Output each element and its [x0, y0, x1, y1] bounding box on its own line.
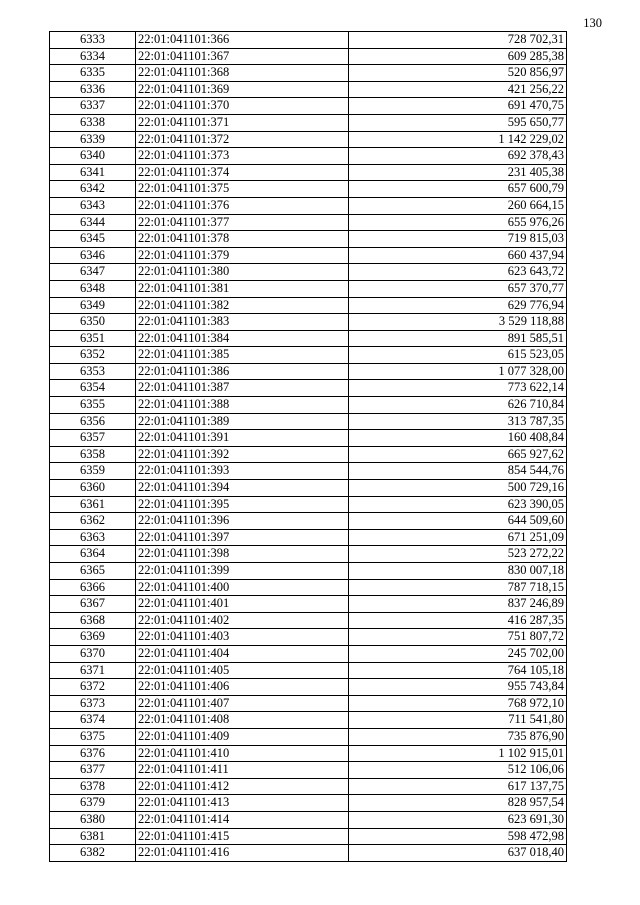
table-row — [50, 114, 567, 131]
row-number-cell: 6333 — [50, 32, 136, 49]
table-row — [50, 363, 567, 380]
row-number-cell: 6382 — [50, 845, 136, 862]
cadastral-number-cell: 22:01:041101:396 — [136, 513, 349, 530]
table-row — [50, 297, 567, 314]
row-number-cell: 6360 — [50, 480, 136, 497]
row-number-cell: 6372 — [50, 679, 136, 696]
cadastral-number-cell: 22:01:041101:392 — [136, 446, 349, 463]
table-row — [50, 480, 567, 497]
cadastral-number-cell: 22:01:041101:402 — [136, 612, 349, 629]
cadastral-value-cell: 595 650,77 — [349, 114, 567, 131]
cadastral-value-cell: 520 856,97 — [349, 65, 567, 82]
cadastral-value-cell: 657 370,77 — [349, 280, 567, 297]
cadastral-number-cell: 22:01:041101:406 — [136, 679, 349, 696]
cadastral-number-cell: 22:01:041101:395 — [136, 496, 349, 513]
table-row — [50, 214, 567, 231]
row-number-cell: 6378 — [50, 778, 136, 795]
row-number-cell: 6342 — [50, 181, 136, 198]
cadastral-value-cell: 623 390,05 — [349, 496, 567, 513]
table-row — [50, 430, 567, 447]
cadastral-number-cell: 22:01:041101:370 — [136, 98, 349, 115]
row-number-cell: 6376 — [50, 745, 136, 762]
row-number-cell: 6347 — [50, 264, 136, 281]
cadastral-number-cell: 22:01:041101:373 — [136, 148, 349, 165]
table-row — [50, 728, 567, 745]
cadastral-value-cell: 660 437,94 — [349, 247, 567, 264]
cadastral-value-cell: 421 256,22 — [349, 81, 567, 98]
cadastral-value-cell: 626 710,84 — [349, 397, 567, 414]
cadastral-value-cell: 523 272,22 — [349, 546, 567, 563]
cadastral-number-cell: 22:01:041101:367 — [136, 48, 349, 65]
cadastral-number-cell: 22:01:041101:412 — [136, 778, 349, 795]
row-number-cell: 6336 — [50, 81, 136, 98]
row-number-cell: 6369 — [50, 629, 136, 646]
row-number-cell: 6367 — [50, 596, 136, 613]
cadastral-value-cell: 768 972,10 — [349, 695, 567, 712]
row-number-cell: 6344 — [50, 214, 136, 231]
cadastral-value-cell: 260 664,15 — [349, 197, 567, 214]
cadastral-value-cell: 512 106,06 — [349, 762, 567, 779]
row-number-cell: 6337 — [50, 98, 136, 115]
table-row — [50, 679, 567, 696]
table-row — [50, 330, 567, 347]
table-row — [50, 264, 567, 281]
cadastral-number-cell: 22:01:041101:401 — [136, 596, 349, 613]
row-number-cell: 6345 — [50, 231, 136, 248]
cadastral-value-cell: 245 702,00 — [349, 645, 567, 662]
cadastral-number-cell: 22:01:041101:372 — [136, 131, 349, 148]
row-number-cell: 6351 — [50, 330, 136, 347]
cadastral-value-cell: 828 957,54 — [349, 795, 567, 812]
cadastral-number-cell: 22:01:041101:415 — [136, 828, 349, 845]
cadastral-number-cell: 22:01:041101:381 — [136, 280, 349, 297]
row-number-cell: 6355 — [50, 397, 136, 414]
cadastral-value-cell: 751 807,72 — [349, 629, 567, 646]
table-row — [50, 712, 567, 729]
table-row — [50, 579, 567, 596]
cadastral-value-cell: 637 018,40 — [349, 845, 567, 862]
cadastral-number-cell: 22:01:041101:407 — [136, 695, 349, 712]
cadastral-number-cell: 22:01:041101:413 — [136, 795, 349, 812]
row-number-cell: 6339 — [50, 131, 136, 148]
table-row — [50, 81, 567, 98]
cadastral-value-cell: 728 702,31 — [349, 32, 567, 49]
row-number-cell: 6343 — [50, 197, 136, 214]
cadastral-number-cell: 22:01:041101:375 — [136, 181, 349, 198]
table-row — [50, 32, 567, 49]
row-number-cell: 6346 — [50, 247, 136, 264]
cadastral-number-cell: 22:01:041101:389 — [136, 413, 349, 430]
table-row — [50, 762, 567, 779]
cadastral-value-cell: 955 743,84 — [349, 679, 567, 696]
cadastral-number-cell: 22:01:041101:386 — [136, 363, 349, 380]
row-number-cell: 6358 — [50, 446, 136, 463]
row-number-cell: 6374 — [50, 712, 136, 729]
cadastral-number-cell: 22:01:041101:404 — [136, 645, 349, 662]
row-number-cell: 6338 — [50, 114, 136, 131]
table-row — [50, 662, 567, 679]
row-number-cell: 6363 — [50, 529, 136, 546]
table-row — [50, 596, 567, 613]
cadastral-number-cell: 22:01:041101:376 — [136, 197, 349, 214]
row-number-cell: 6352 — [50, 347, 136, 364]
row-number-cell: 6370 — [50, 645, 136, 662]
row-number-cell: 6365 — [50, 563, 136, 580]
cadastral-number-cell: 22:01:041101:410 — [136, 745, 349, 762]
table-row — [50, 181, 567, 198]
cadastral-value-cell: 665 927,62 — [349, 446, 567, 463]
table-row — [50, 828, 567, 845]
row-number-cell: 6359 — [50, 463, 136, 480]
cadastral-value-cell: 1 077 328,00 — [349, 363, 567, 380]
cadastral-number-cell: 22:01:041101:408 — [136, 712, 349, 729]
cadastral-number-cell: 22:01:041101:369 — [136, 81, 349, 98]
cadastral-value-table — [49, 31, 567, 862]
table-row — [50, 612, 567, 629]
cadastral-value-cell: 711 541,80 — [349, 712, 567, 729]
cadastral-value-cell: 598 472,98 — [349, 828, 567, 845]
table-row — [50, 347, 567, 364]
table-row — [50, 65, 567, 82]
row-number-cell: 6335 — [50, 65, 136, 82]
row-number-cell: 6361 — [50, 496, 136, 513]
table-row — [50, 314, 567, 331]
table-row — [50, 98, 567, 115]
cadastral-value-cell: 692 378,43 — [349, 148, 567, 165]
table-row — [50, 529, 567, 546]
table-row — [50, 231, 567, 248]
cadastral-number-cell: 22:01:041101:414 — [136, 811, 349, 828]
row-number-cell: 6371 — [50, 662, 136, 679]
row-number-cell: 6366 — [50, 579, 136, 596]
cadastral-value-cell: 615 523,05 — [349, 347, 567, 364]
row-number-cell: 6334 — [50, 48, 136, 65]
cadastral-value-cell: 787 718,15 — [349, 579, 567, 596]
cadastral-number-cell: 22:01:041101:391 — [136, 430, 349, 447]
row-number-cell: 6349 — [50, 297, 136, 314]
row-number-cell: 6375 — [50, 728, 136, 745]
cadastral-value-cell: 313 787,35 — [349, 413, 567, 430]
cadastral-value-cell: 629 776,94 — [349, 297, 567, 314]
table-row — [50, 48, 567, 65]
cadastral-value-cell: 623 691,30 — [349, 811, 567, 828]
cadastral-value-cell: 830 007,18 — [349, 563, 567, 580]
cadastral-number-cell: 22:01:041101:397 — [136, 529, 349, 546]
cadastral-value-cell: 500 729,16 — [349, 480, 567, 497]
row-number-cell: 6340 — [50, 148, 136, 165]
cadastral-value-cell: 691 470,75 — [349, 98, 567, 115]
cadastral-number-cell: 22:01:041101:368 — [136, 65, 349, 82]
cadastral-number-cell: 22:01:041101:382 — [136, 297, 349, 314]
cadastral-number-cell: 22:01:041101:388 — [136, 397, 349, 414]
row-number-cell: 6356 — [50, 413, 136, 430]
cadastral-number-cell: 22:01:041101:377 — [136, 214, 349, 231]
cadastral-number-cell: 22:01:041101:387 — [136, 380, 349, 397]
table-row — [50, 197, 567, 214]
cadastral-number-cell: 22:01:041101:400 — [136, 579, 349, 596]
cadastral-number-cell: 22:01:041101:399 — [136, 563, 349, 580]
table-row — [50, 811, 567, 828]
cadastral-value-cell: 609 285,38 — [349, 48, 567, 65]
cadastral-number-cell: 22:01:041101:378 — [136, 231, 349, 248]
table-row — [50, 563, 567, 580]
table-row — [50, 397, 567, 414]
cadastral-value-cell: 623 643,72 — [349, 264, 567, 281]
row-number-cell: 6377 — [50, 762, 136, 779]
cadastral-value-cell: 854 544,76 — [349, 463, 567, 480]
cadastral-value-cell: 644 509,60 — [349, 513, 567, 530]
table-row — [50, 131, 567, 148]
row-number-cell: 6350 — [50, 314, 136, 331]
cadastral-value-cell: 671 251,09 — [349, 529, 567, 546]
cadastral-number-cell: 22:01:041101:371 — [136, 114, 349, 131]
cadastral-value-cell: 719 815,03 — [349, 231, 567, 248]
cadastral-number-cell: 22:01:041101:379 — [136, 247, 349, 264]
table-row — [50, 513, 567, 530]
cadastral-number-cell: 22:01:041101:385 — [136, 347, 349, 364]
table-row — [50, 413, 567, 430]
cadastral-value-cell: 773 622,14 — [349, 380, 567, 397]
cadastral-number-cell: 22:01:041101:416 — [136, 845, 349, 862]
cadastral-number-cell: 22:01:041101:374 — [136, 164, 349, 181]
table-row — [50, 446, 567, 463]
cadastral-value-cell: 655 976,26 — [349, 214, 567, 231]
cadastral-number-cell: 22:01:041101:405 — [136, 662, 349, 679]
cadastral-value-cell: 1 142 229,02 — [349, 131, 567, 148]
row-number-cell: 6379 — [50, 795, 136, 812]
table-row — [50, 280, 567, 297]
row-number-cell: 6368 — [50, 612, 136, 629]
row-number-cell: 6364 — [50, 546, 136, 563]
table-row — [50, 645, 567, 662]
table-row — [50, 629, 567, 646]
row-number-cell: 6354 — [50, 380, 136, 397]
row-number-cell: 6381 — [50, 828, 136, 845]
row-number-cell: 6348 — [50, 280, 136, 297]
row-number-cell: 6373 — [50, 695, 136, 712]
cadastral-value-cell: 231 405,38 — [349, 164, 567, 181]
cadastral-value-cell: 764 105,18 — [349, 662, 567, 679]
row-number-cell: 6353 — [50, 363, 136, 380]
page-number: 130 — [583, 16, 602, 30]
cadastral-number-cell: 22:01:041101:393 — [136, 463, 349, 480]
cadastral-number-cell: 22:01:041101:383 — [136, 314, 349, 331]
cadastral-value-cell: 160 408,84 — [349, 430, 567, 447]
cadastral-number-cell: 22:01:041101:403 — [136, 629, 349, 646]
cadastral-value-cell: 837 246,89 — [349, 596, 567, 613]
row-number-cell: 6341 — [50, 164, 136, 181]
cadastral-value-cell: 891 585,51 — [349, 330, 567, 347]
table-row — [50, 845, 567, 862]
table-row — [50, 745, 567, 762]
table-row — [50, 695, 567, 712]
table-row — [50, 546, 567, 563]
cadastral-number-cell: 22:01:041101:394 — [136, 480, 349, 497]
row-number-cell: 6380 — [50, 811, 136, 828]
table-row — [50, 247, 567, 264]
table-row — [50, 164, 567, 181]
cadastral-number-cell: 22:01:041101:384 — [136, 330, 349, 347]
cadastral-value-cell: 735 876,90 — [349, 728, 567, 745]
table-row — [50, 380, 567, 397]
table-row — [50, 778, 567, 795]
cadastral-number-cell: 22:01:041101:380 — [136, 264, 349, 281]
row-number-cell: 6357 — [50, 430, 136, 447]
cadastral-number-cell: 22:01:041101:366 — [136, 32, 349, 49]
cadastral-number-cell: 22:01:041101:409 — [136, 728, 349, 745]
cadastral-value-cell: 416 287,35 — [349, 612, 567, 629]
table-row — [50, 795, 567, 812]
cadastral-value-cell: 617 137,75 — [349, 778, 567, 795]
table-row — [50, 496, 567, 513]
cadastral-number-cell: 22:01:041101:398 — [136, 546, 349, 563]
cadastral-value-cell: 657 600,79 — [349, 181, 567, 198]
table-row — [50, 148, 567, 165]
row-number-cell: 6362 — [50, 513, 136, 530]
cadastral-value-cell: 3 529 118,88 — [349, 314, 567, 331]
table-body — [50, 32, 567, 862]
cadastral-value-cell: 1 102 915,01 — [349, 745, 567, 762]
cadastral-number-cell: 22:01:041101:411 — [136, 762, 349, 779]
table-row — [50, 463, 567, 480]
